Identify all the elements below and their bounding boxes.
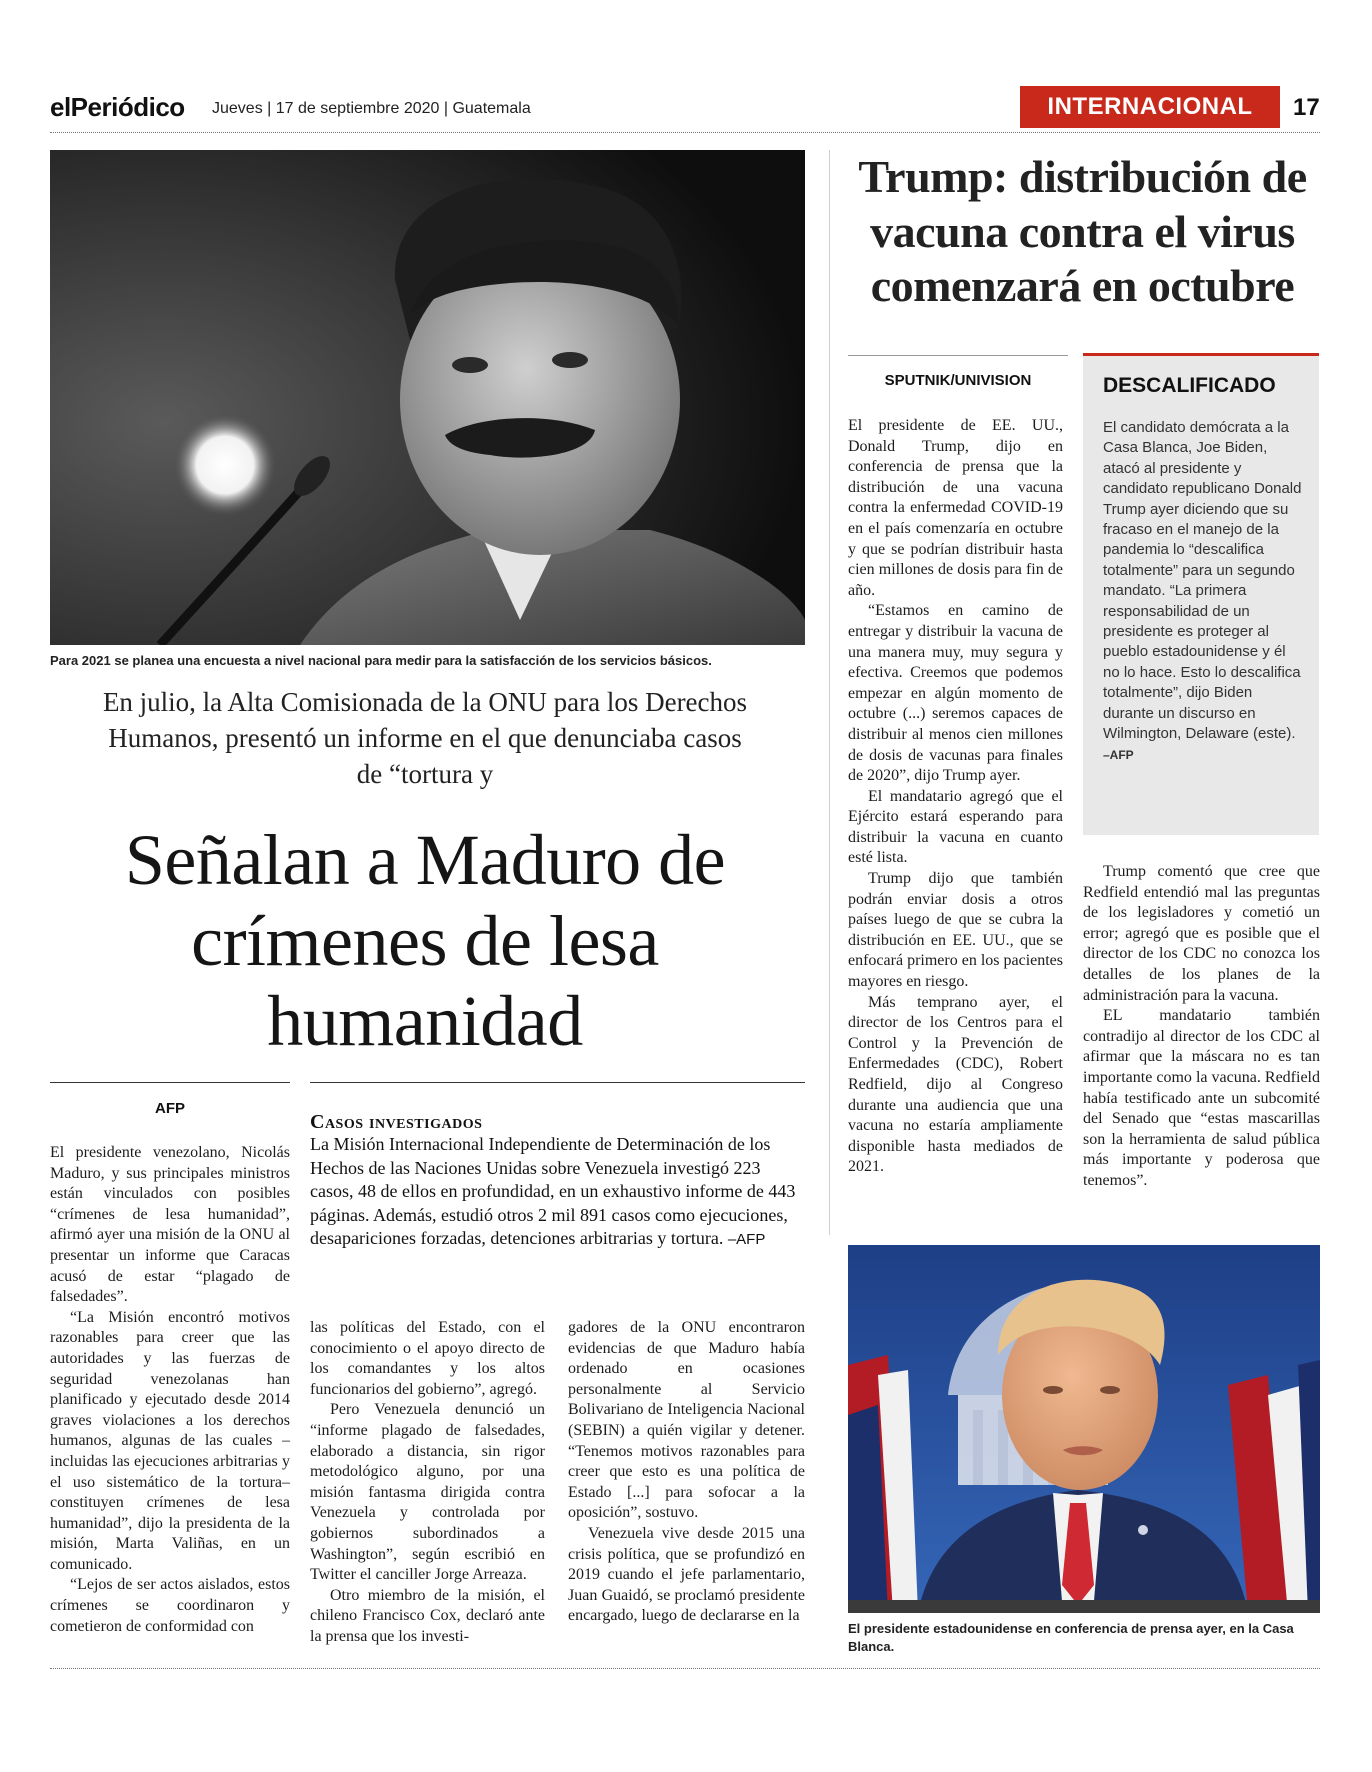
dateline: Jueves | 17 de septiembre 2020 | Guatemala bbox=[212, 100, 531, 117]
trump-headline: Trump: distribución de vacuna contra el virus comenzará en octubre bbox=[858, 151, 1307, 312]
box-body: La Misión Internacional Independiente de Determinación de los Hechos de las Naciones Unidas sobre Venezuela investigó 223 casos, 48 de ellos en profundidad, en un exhaustivo informe de 443 páginas. Además, estudió otros 2 mil 891 casos como ejecuciones, desapariciones forzadas, detenciones arbitrarias y tortura. bbox=[310, 1134, 796, 1249]
paragraph: gadores de la ONU encontraron evidencias de que Maduro había ordenado en ocasiones personalmente al Servicio Bolivariano de Inteligencia Nacional (SEBIN) a quién vigilar y detener. “Tenemos motivos razonables para creer que esto es una política de Estado [...] para sofocar a la oposición”, sostuvo. bbox=[568, 1319, 805, 1522]
maduro-photo bbox=[50, 150, 805, 645]
paragraph: Otro miembro de la misión, el chileno Francisco Cox, declaró ante la prensa que los investi- bbox=[310, 1586, 545, 1645]
byline-rule bbox=[50, 1082, 290, 1083]
paragraph: Trump dijo que también podrán enviar dosis a otros países luego de que se cubra la distribución en EE. UU., que se enfocará primero en los pacientes mayores en riesgo. bbox=[848, 870, 1064, 991]
paragraph: Trump comentó que cree que Redfield entendió mal las preguntas de los legisladores y cometió un error; agregó que es posible que el director de los CDC no conozca los detalles de los planes de la administración para la vacuna. bbox=[1083, 863, 1320, 1004]
maduro-deck: En julio, la Alta Comisionada de la ONU para los Derechos Humanos, presentó un informe en el que denunciaba casos de “tortura y bbox=[102, 687, 748, 789]
maduro-column-3 bbox=[568, 1318, 805, 1627]
paragraph: Pero Venezuela denunció un “informe plagado de falsedades, elaborado a distancia, sin rigor metodológico alguno, por una misión fantasma dirigida contra Venezuela y controlada por gobiernos subordinados a Washington”, según escribió en Twitter el canciller Jorge Arreaza. bbox=[310, 1401, 545, 1584]
page-number: 17 bbox=[1293, 94, 1320, 121]
maduro-photo-caption: Para 2021 se planea una encuesta a nivel nacional para medir para la satisfacción de los servicios básicos. bbox=[50, 653, 712, 668]
maduro-column-1 bbox=[50, 1143, 290, 1637]
trump-photo bbox=[848, 1245, 1320, 1613]
box-title: Casos investigados bbox=[310, 1111, 483, 1133]
column-divider bbox=[829, 150, 830, 1235]
sidebar-title: DESCALIFICADO bbox=[1103, 374, 1276, 397]
paragraph: El mandatario agregó que el Ejército estará esperando para distribuir la vacuna en cuanto esté lista. bbox=[848, 787, 1063, 867]
sidebar-source: –AFP bbox=[1103, 747, 1134, 762]
paragraph: Venezuela vive desde 2015 una crisis política, que se profundizó en 2019 cuando el jefe parlamentario, Juan Guaidó, se proclamó presidente encargado, luego de declararse en la bbox=[568, 1524, 805, 1625]
footer-divider bbox=[50, 1668, 1320, 1669]
paragraph: EL mandatario también contradijo al director de los CDC al afirmar que la máscara no es tan importante como la vacuna. Redfield había testificado ante un subcomité del Senado que “estas mascarillas son la herramienta de salud pública más importante y poderosa que tenemos”. bbox=[1083, 1007, 1320, 1189]
paragraph: las políticas del Estado, con el conocimiento o el apoyo directo de los comandantes y los altos funcionarios del gobierno”, agregó. bbox=[310, 1319, 545, 1398]
maduro-column-2 bbox=[310, 1318, 545, 1648]
paragraph: Más temprano ayer, el director de los Centros para el Control y la Prevención de Enfermedades (CDC), Robert Redfield, dijo al Congreso durante una audiencia que una vacuna no estaría ampliamente disponible hasta mediados de 2021. bbox=[848, 993, 1063, 1176]
paragraph: El presidente venezolano, Nicolás Maduro, y sus principales ministros están vinculados con posibles “crímenes de lesa humanidad”, afirmó ayer una misión de la ONU al presentar un informe que Caracas acusó de estar “plagado de falsedades”. bbox=[50, 1144, 290, 1306]
maduro-byline: AFP bbox=[155, 1100, 185, 1117]
trump-column-1 bbox=[848, 416, 1063, 1178]
box-text bbox=[310, 1133, 805, 1252]
section-tag: INTERNACIONAL bbox=[1020, 86, 1280, 128]
paragraph: “Estamos en camino de entregar y distribuir la vacuna de una manera muy, muy segura y efectiva. Creemos que podemos empezar en algún momento de octubre (...) seremos capaces de distribuir al menos cien millones de dosis de vacunas para finales de 2020”, dijo Trump ayer. bbox=[848, 602, 1063, 785]
trump-byline: SPUTNIK/UNIVISION bbox=[884, 372, 1032, 389]
paragraph: “La Misión encontró motivos razonables para creer que las autoridades y las fuerzas de seguridad venezolanas han planificado y ejecutado desde 2014 graves violaciones a los derechos humanos, algunas de las cuales –incluidas las ejecuciones arbitrarias y el uso sistemático de la tortura– constituyen crímenes de lesa humanidad”, dijo la presidenta de la misión, Marta Valiñas, en un comunicado. bbox=[50, 1308, 290, 1573]
byline-rule bbox=[848, 355, 1068, 356]
newspaper-logo: elPeriódico bbox=[50, 92, 185, 122]
trump-photo-caption: El presidente estadounidense en conferencia de prensa ayer, en la Casa Blanca. bbox=[848, 1621, 1294, 1655]
paragraph: El presidente de EE. UU., Donald Trump, dijo en conferencia de prensa que la distribución de una vacuna contra la enfermedad COVID-19 en el país comenzaría en octubre y que se podrían distribuir hasta cien millones de dosis para fin de año. bbox=[848, 417, 1063, 599]
sidebar-text bbox=[1103, 418, 1303, 765]
trump-column-2 bbox=[1083, 862, 1320, 1192]
box-source: –AFP bbox=[727, 1231, 766, 1249]
maduro-headline: Señalan a Maduro de crímenes de lesa humanidad bbox=[124, 820, 726, 1062]
header-divider bbox=[50, 132, 1320, 133]
box-rule bbox=[310, 1082, 805, 1083]
sidebar-body: El candidato demócrata a la Casa Blanca, Joe Biden, atacó al presidente y candidato republicano Donald Trump ayer diciendo que su fracaso en el manejo de la pandemia lo “descalifica totalmente” para un segundo mandato. “La primera responsabilidad de un presidente es proteger al pueblo estadounidense y él no lo hace. Esto lo descalifica totalmente”, dijo Biden durante un discurso en Wilmington, Delaware (este). bbox=[1103, 419, 1302, 743]
paragraph: “Lejos de ser actos aislados, estos crímenes se coordinaron y cometieron de conformidad con bbox=[50, 1576, 290, 1635]
sidebar-descalificado bbox=[1083, 353, 1319, 835]
